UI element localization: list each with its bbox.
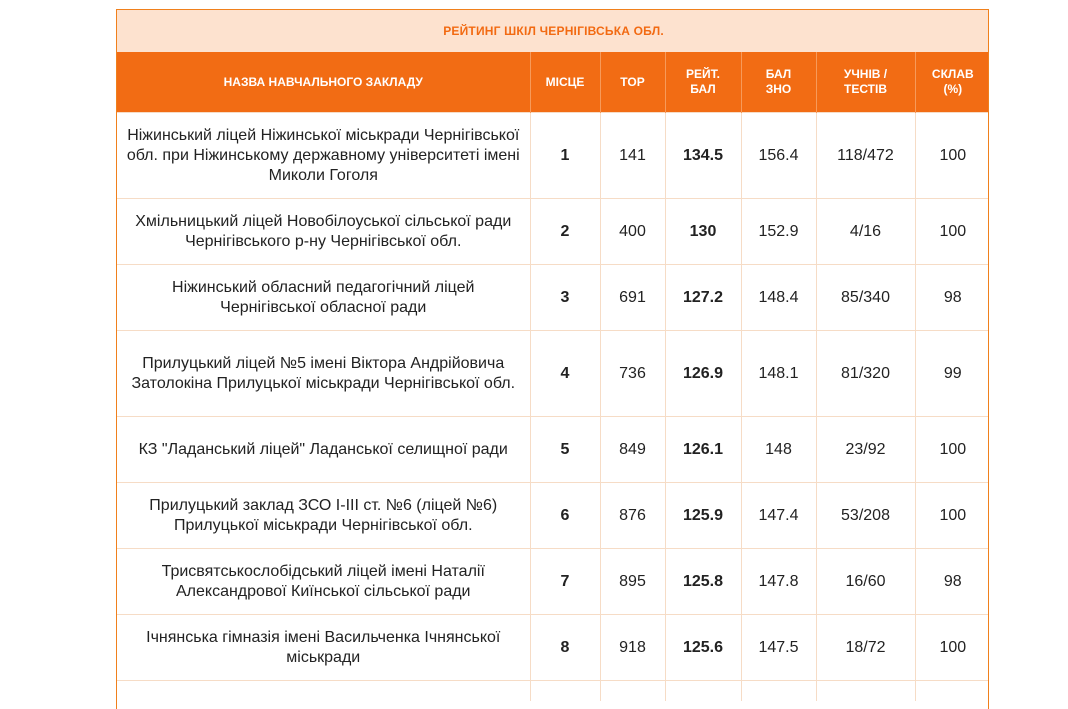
table-row bbox=[117, 331, 989, 417]
empty-cell bbox=[915, 681, 989, 702]
share-value: 100 bbox=[915, 113, 989, 199]
table-row-partial bbox=[117, 681, 989, 702]
rating-value: 126.1 bbox=[665, 417, 741, 483]
school-name: Прилуцький заклад ЗСО І-ІІІ ст. №6 (ліцей №6) Прилуцької міськради Чернігівської обл. bbox=[117, 483, 530, 549]
school-name: Ніжинський ліцей Ніжинської міськради Чернігівської обл. при Ніжинському державному університеті імені Миколи Гоголя bbox=[117, 113, 530, 199]
rating-value: 125.6 bbox=[665, 615, 741, 681]
place-value: 2 bbox=[530, 199, 600, 265]
table-row bbox=[117, 113, 989, 199]
students-value: 23/92 bbox=[816, 417, 915, 483]
share-value: 98 bbox=[915, 265, 989, 331]
zno-value: 152.9 bbox=[741, 199, 816, 265]
students-value: 16/60 bbox=[816, 549, 915, 615]
students-value: 53/208 bbox=[816, 483, 915, 549]
students-value: 18/72 bbox=[816, 615, 915, 681]
top-value: 691 bbox=[600, 265, 665, 331]
header-place[interactable]: МІСЦЕ bbox=[530, 52, 600, 113]
zno-value: 147.4 bbox=[741, 483, 816, 549]
school-name: Ніжинський обласний педагогічний ліцей Чернігівської обласної ради bbox=[117, 265, 530, 331]
top-value: 876 bbox=[600, 483, 665, 549]
rating-value: 125.8 bbox=[665, 549, 741, 615]
rating-value: 127.2 bbox=[665, 265, 741, 331]
top-value: 849 bbox=[600, 417, 665, 483]
table-row bbox=[117, 265, 989, 331]
zno-value: 148.1 bbox=[741, 331, 816, 417]
table-title-row bbox=[117, 10, 989, 52]
share-value: 100 bbox=[915, 199, 989, 265]
top-value: 736 bbox=[600, 331, 665, 417]
share-value: 99 bbox=[915, 331, 989, 417]
top-value: 141 bbox=[600, 113, 665, 199]
place-value: 1 bbox=[530, 113, 600, 199]
header-zno[interactable]: БАЛ ЗНО bbox=[741, 52, 816, 113]
share-value: 100 bbox=[915, 483, 989, 549]
school-name: Прилуцький ліцей №5 імені Віктора Андрійовича Затолокіна Прилуцької міськради Чернігівської обл. bbox=[117, 331, 530, 417]
empty-cell bbox=[741, 681, 816, 702]
students-value: 85/340 bbox=[816, 265, 915, 331]
empty-cell bbox=[665, 681, 741, 702]
rating-table-container bbox=[116, 9, 989, 709]
zno-value: 148 bbox=[741, 417, 816, 483]
header-name[interactable]: НАЗВА НАВЧАЛЬНОГО ЗАКЛАДУ bbox=[117, 52, 530, 113]
header-rating[interactable]: РЕЙТ. БАЛ bbox=[665, 52, 741, 113]
table-title: РЕЙТИНГ ШКІЛ ЧЕРНІГІВСЬКА ОБЛ. bbox=[117, 10, 989, 52]
zno-value: 156.4 bbox=[741, 113, 816, 199]
table-row bbox=[117, 417, 989, 483]
rating-value: 130 bbox=[665, 199, 741, 265]
empty-cell bbox=[816, 681, 915, 702]
zno-value: 147.8 bbox=[741, 549, 816, 615]
students-value: 81/320 bbox=[816, 331, 915, 417]
zno-value: 148.4 bbox=[741, 265, 816, 331]
rating-value: 126.9 bbox=[665, 331, 741, 417]
zno-value: 147.5 bbox=[741, 615, 816, 681]
header-top[interactable]: TOP bbox=[600, 52, 665, 113]
table-row bbox=[117, 549, 989, 615]
top-value: 918 bbox=[600, 615, 665, 681]
school-name: КЗ "Ладанський ліцей" Ладанської селищної ради bbox=[117, 417, 530, 483]
rating-value: 125.9 bbox=[665, 483, 741, 549]
school-name: Хмільницький ліцей Новобілоуської сільської ради Чернігівського р-ну Чернігівської обл. bbox=[117, 199, 530, 265]
header-students[interactable]: УЧНІВ / ТЕСТІВ bbox=[816, 52, 915, 113]
school-name: Ічнянська гімназія імені Васильченка Ічнянської міськради bbox=[117, 615, 530, 681]
students-value: 118/472 bbox=[816, 113, 915, 199]
place-value: 7 bbox=[530, 549, 600, 615]
place-value: 4 bbox=[530, 331, 600, 417]
school-name: Трисвятськослобідський ліцей імені Наталії Александрової Киїнської сільської ради bbox=[117, 549, 530, 615]
empty-cell bbox=[117, 681, 530, 702]
place-value: 8 bbox=[530, 615, 600, 681]
school-rating-table bbox=[117, 10, 989, 701]
share-value: 100 bbox=[915, 417, 989, 483]
table-row bbox=[117, 199, 989, 265]
top-value: 400 bbox=[600, 199, 665, 265]
empty-cell bbox=[600, 681, 665, 702]
table-row bbox=[117, 483, 989, 549]
share-value: 98 bbox=[915, 549, 989, 615]
table-row bbox=[117, 615, 989, 681]
students-value: 4/16 bbox=[816, 199, 915, 265]
place-value: 6 bbox=[530, 483, 600, 549]
share-value: 100 bbox=[915, 615, 989, 681]
empty-cell bbox=[530, 681, 600, 702]
top-value: 895 bbox=[600, 549, 665, 615]
place-value: 5 bbox=[530, 417, 600, 483]
header-share[interactable]: СКЛАВ (%) bbox=[915, 52, 989, 113]
rating-value: 134.5 bbox=[665, 113, 741, 199]
place-value: 3 bbox=[530, 265, 600, 331]
table-header-row bbox=[117, 52, 989, 113]
